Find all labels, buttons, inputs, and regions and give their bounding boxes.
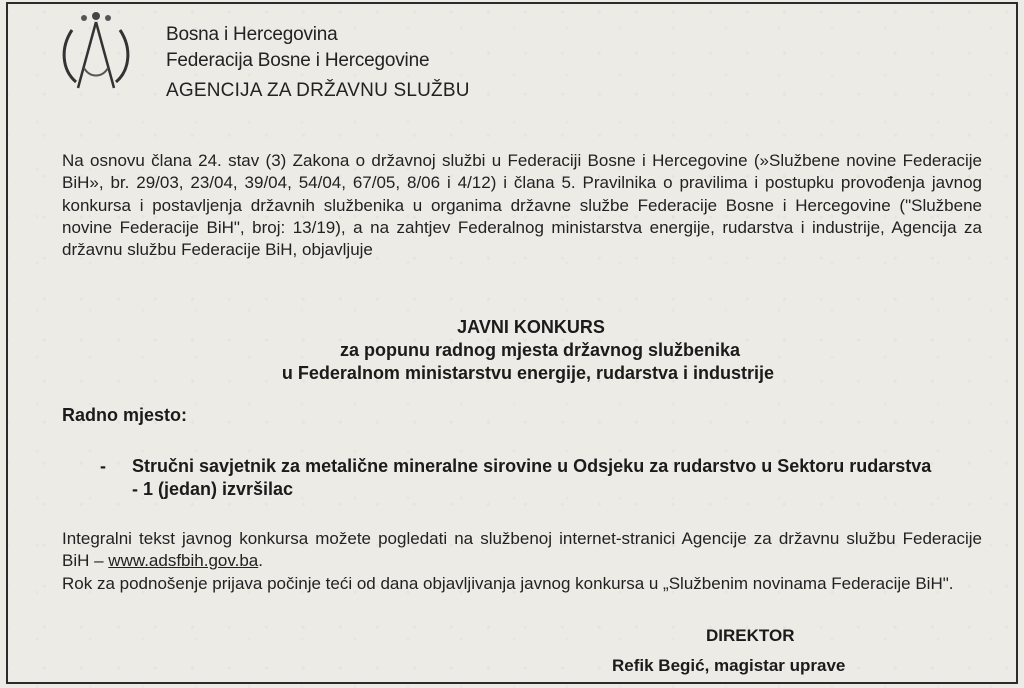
- header-federation: Federacija Bosne i Hercegovine: [166, 50, 430, 71]
- header-country: Bosna i Hercegovina: [166, 24, 338, 45]
- signature-name: Refik Begić, magistar uprave: [612, 656, 846, 675]
- list-dash: -: [100, 456, 106, 476]
- intro-paragraph: Na osnovu člana 24. stav (3) Zakona o državnoj službi u Federaciji Bosne i Hercegovine (»Službene novine Federacije BiH», br. 29/03, 23/04, 39/04, 54/04, 67/05, 8/06 i 4/12) i člana 5. Pravilnika o pravilima i postupku provođenja javnog konkursa i postavljenja državnih službenika u organima državne službe Federacije Bosne i Hercegovine ("Službene novine Federacije BiH", broj: 13/19), a na zahtjev Federalnog ministarstva energije, rudarstva i industrije, Agencija za državnu službu Federacije BiH, objavljuje: [62, 151, 982, 260]
- outro-text-2: Rok za podnošenje prijava počinje teći od dana objavljivanja javnog konkursa u „Službenim novinama Federacije BiH".: [62, 573, 954, 593]
- title-line-2: za popunu radnog mjesta državnog službenika: [339, 340, 741, 360]
- outro-text-1: Integralni tekst javnog konkursa možete pogledati na službenoj internet-stranici Agencije za državnu službu Federacije BiH –: [62, 529, 982, 571]
- header-agency: AGENCIJA ZA DRŽAVNU SLUŽBU: [166, 80, 470, 101]
- position-text: Stručni savjetnik za metalične mineralne sirovine u Odsjeku za rudarstvo u Sektoru rudarstva - 1 (jedan) izvršilac: [132, 456, 932, 499]
- letterhead: [166, 22, 470, 104]
- outro-paragraph: [62, 528, 982, 595]
- agency-website-link[interactable]: www.adsfbih.gov.ba: [108, 551, 259, 571]
- title-line-3: u Federalnom ministarstvu energije, rudarstva i industrije: [281, 363, 775, 383]
- agency-logo-icon: [56, 8, 140, 100]
- outro-period: .: [258, 551, 263, 571]
- radno-mjesto-label: Radno mjesto:: [62, 405, 188, 425]
- signature-title: DIREKTOR: [706, 626, 795, 645]
- title-line-1: JAVNI KONKURS: [457, 317, 605, 337]
- announcement-title: [0, 316, 1024, 385]
